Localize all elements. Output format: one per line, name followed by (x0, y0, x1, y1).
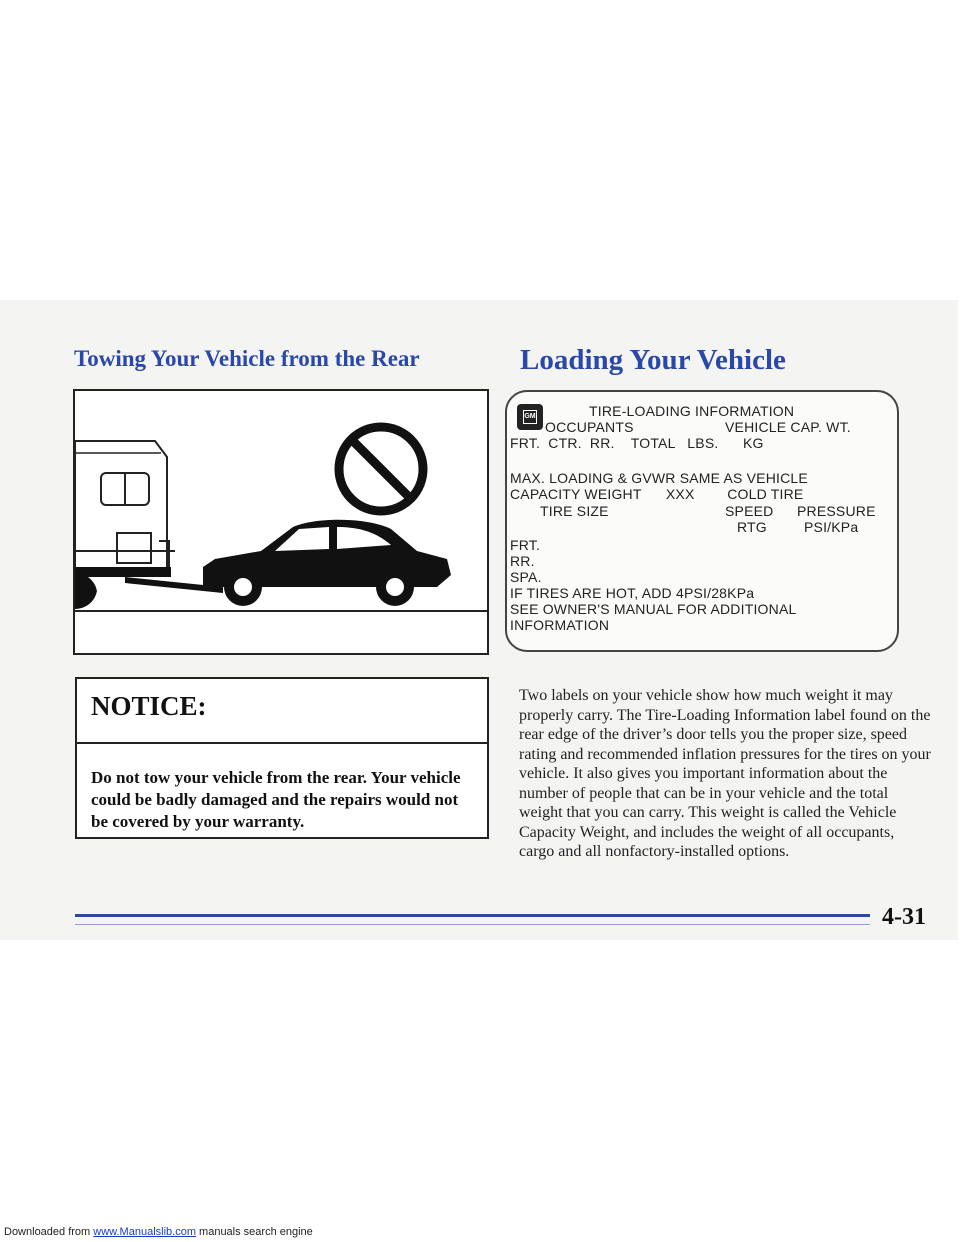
notice-box (75, 677, 489, 839)
tire-loading-label (505, 390, 899, 652)
manualslib-link[interactable]: www.Manualslib.com (93, 1226, 196, 1238)
notice-body: Do not tow your vehicle from the rear. Your vehicle could be badly damaged and the repairs would not be covered by your warranty. (91, 768, 461, 831)
label-columns: FRT. CTR. RR. TOTAL LBS. KG (510, 435, 764, 451)
notice-divider (77, 742, 487, 744)
manual-page (0, 300, 958, 940)
label-max-loading: MAX. LOADING & GVWR SAME AS VEHICLE (510, 470, 808, 486)
label-title: TIRE-LOADING INFORMATION (589, 403, 795, 419)
loading-paragraph: Two labels on your vehicle show how much weight it may properly carry. The Tire-Loading Information label found on the rear edge of the driver’s door tells you the proper size, speed rating and recommended inflation pressures for the tires on your vehicle. It also gives you important information about the number of people that can be in your vehicle and the total weight that you can carry. This weight is called the Vehicle Capacity Weight, and includes the weight of all occupants, cargo and all nonfactory-installed options. (519, 687, 931, 860)
notice-title: NOTICE: (91, 691, 207, 721)
towing-heading: Towing Your Vehicle from the Rear (74, 346, 420, 371)
label-rtg: RTG (737, 519, 767, 535)
label-rr: RR. (510, 553, 535, 569)
loading-heading: Loading Your Vehicle (520, 344, 786, 376)
label-see-manual: SEE OWNER'S MANUAL FOR ADDITIONAL (510, 601, 797, 617)
label-frt: FRT. (510, 537, 541, 553)
footer-rule (75, 914, 870, 917)
label-capacity-weight: CAPACITY WEIGHT XXX COLD TIRE (510, 486, 804, 502)
label-psi-kpa: PSI/KPa (804, 519, 859, 535)
label-speed: SPEED (725, 503, 774, 519)
label-pressure: PRESSURE (797, 503, 876, 519)
motorhome-wheel (75, 573, 97, 609)
label-tire-size: TIRE SIZE (540, 503, 609, 519)
footer-prefix: Downloaded from (4, 1226, 94, 1238)
gm-logo-icon: GM (517, 404, 543, 430)
label-hot-tires: IF TIRES ARE HOT, ADD 4PSI/28KPa (510, 585, 755, 601)
towing-illustration (73, 389, 489, 655)
label-spa: SPA. (510, 569, 542, 585)
label-information: INFORMATION (510, 617, 610, 633)
download-footer (4, 1226, 313, 1238)
towing-illustration-drawing (75, 391, 487, 653)
label-vehicle-cap: VEHICLE CAP. WT. (725, 419, 851, 435)
prohibition-icon (339, 427, 423, 511)
footer-suffix: manuals search engine (195, 1226, 313, 1238)
label-occupants: OCCUPANTS (545, 419, 634, 435)
footer-rule-thin (75, 924, 870, 925)
motorhome-door (117, 533, 151, 563)
page-number: 4-31 (882, 904, 926, 930)
